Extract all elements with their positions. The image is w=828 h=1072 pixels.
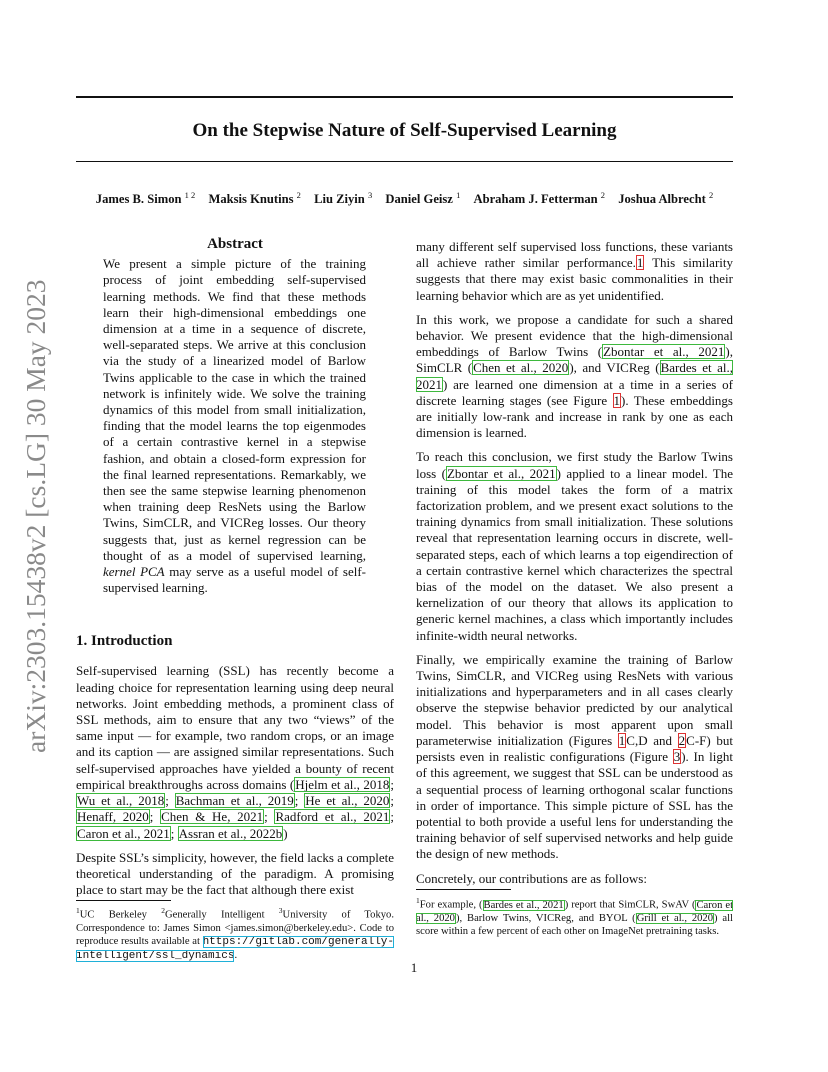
author-3: Liu Ziyin $^3$ [314, 190, 373, 207]
author-list [60, 190, 749, 207]
section-heading-introduction: 1. Introduction [76, 633, 173, 650]
citation-link[interactable]: He et al., 2020 [305, 793, 390, 809]
citation-link[interactable]: Bachman et al., 2019 [175, 793, 294, 809]
abstract-body [103, 256, 366, 596]
citation-link[interactable]: Assran et al., 2022b [178, 825, 283, 841]
author-2: Maksis Knutins $^2$ [208, 190, 301, 207]
code-repository-link[interactable]: https://gitlab.com/generally-intelligent/ssl_dynamics [76, 935, 394, 963]
intro-paragraph-2: Despite SSL’s simplicity, however, the field lacks a complete theoretical understanding of the paradigm. A promising place to start may be the fact that although there exist [76, 849, 394, 898]
citation-link[interactable]: Bardes et al., 2021 [483, 899, 564, 911]
title-rule-top [76, 96, 733, 98]
citation-link[interactable]: Zbontar et al., 2021 [446, 465, 556, 481]
author-6: Joshua Albrecht $^2$ [618, 190, 714, 207]
citation-link[interactable]: Wu et al., 2018 [77, 793, 165, 809]
footnote-1: $^1$For example, (Bardes et al., 2021) report that SimCLR, SwAV (Caron et al., 2020), Barlow Twins, VICReg, and BYOL (Grill et al., 2020) all score within a few percent of each other on ImageNet pretraining tasks. [416, 896, 734, 937]
figure-link[interactable]: 2 [678, 732, 686, 748]
arxiv-stamp: arXiv:2303.15438v2 [cs.LG] 30 May 2023 [20, 279, 51, 753]
citation-link[interactable]: Caron et al., 2021 [77, 825, 170, 841]
page-number: 1 [410, 960, 418, 975]
abstract-heading: Abstract [207, 236, 263, 252]
citation-link[interactable]: Grill et al., 2020 [636, 912, 714, 924]
footnote-link[interactable]: 1 [636, 255, 644, 271]
footnote-rule-left [76, 900, 171, 901]
citation-link[interactable]: Radford et al., 2021 [275, 809, 390, 825]
citation-link[interactable]: Chen & He, 2021 [161, 809, 264, 825]
author-4: Daniel Geisz $^1$ [385, 190, 461, 207]
citation-link[interactable]: Bardes et al., 2021 [416, 360, 733, 392]
author-5: Abraham J. Fetterman $^2$ [473, 190, 606, 207]
right-column [416, 239, 733, 895]
abstract-text: We present a simple picture of the training process of joint embedding self-supervised learning methods. We find that these methods learn their high-dimensional embeddings one dimension at a time in a sequence of discrete, well-separated steps. We arrive at this conclusion via the study of a linearized model of Barlow Twins applicable to the case in which the trained network is infinitely wide. We solve the training dynamics of this model from small initialization, finding that the model learns the top eigenmodes of a certain contrastive kernel in a stepwise fashion, and obtain a closed-form expression for the final learned representations. Remarkably, we then see the same stepwise learning phenomenon when training deep ResNets using the Barlow Twins, SimCLR, and VICReg losses. Our theory suggests that, just as kernel regression can be thought of as a model of supervised learning, [103, 256, 366, 563]
footnote-rule-right [416, 889, 511, 890]
citation-link[interactable]: Henaff, 2020 [77, 809, 149, 825]
citation-link[interactable]: Caron et al., 2020 [416, 899, 734, 924]
citation-link[interactable]: Hjelm et al., 2018 [295, 776, 390, 792]
figure-link[interactable]: 1 [613, 392, 621, 408]
author-1: James B. Simon $^{1 2}$ [95, 190, 196, 207]
affiliation-footnote: $^1$UC Berkeley $^2$Generally Intelligent $^3$University of Tokyo. Correspondence to: James Simon <james.simon@berkeley.edu>. Code to reproduce results available at https://gitlab.com/generally-intelligent/ssl_dynamics. [76, 906, 394, 963]
figure-link[interactable]: 3 [673, 749, 681, 765]
intro-paragraph-1: Self-supervised learning (SSL) has recently become a leading choice for representation learning using deep neural networks. Joint embedding methods, a prominent class of SSL methods, aim to ensure that any two “views” of the same input — for example, two random crops, or an image and its caption — are assigned similar representations. Such self-supervised approaches have yielded a bounty of recent empirical breakthroughs across domains (Hjelm et al., 2018; Wu et al., 2018; Bachman et al., 2019; He et al., 2020; Henaff, 2020; Chen & He, 2021; Radford et al., 2021; Caron et al., 2021; Assran et al., 2022b) [76, 663, 395, 841]
figure-link[interactable]: 1 [618, 732, 626, 748]
title-rule-bottom [76, 161, 733, 162]
left-column [76, 236, 394, 906]
right-paragraph-4: Finally, we empirically examine the training of Barlow Twins, SimCLR, and VICReg using ResNets with various initializations and hyperparameters and in all cases clearly observe the stepwise behavior predicted by our analytical model. This behavior is most apparent upon small parameterwise initialization (Figures 1C,D and 2C-F) but persists even in realistic configurations (Figure 3). In light of this agreement, we suggest that SSL can be understood as a sequential process of learning orthogonal scalar functions in order of importance. This simple picture of SSL has the potential to both provide a useful lens for understanding the training behavior of self supervised networks and help guide the design of new methods. [416, 651, 733, 862]
right-paragraph-2: In this work, we propose a candidate for such a shared behavior. We present evidence that the high-dimensional embeddings of Barlow Twins (Zbontar et al., 2021), SimCLR (Chen et al., 2020), and VICReg (Bardes et al., 2021) are learned one dimension at a time in a series of discrete learning stages (see Figure 1). These embeddings are initially low-rank and increase in rank by one as each dimension is learned. [416, 311, 733, 441]
citation-link[interactable]: Chen et al., 2020 [473, 360, 569, 376]
right-paragraph-5: Concretely, our contributions are as follows: [416, 870, 647, 886]
right-paragraph-1: many different self supervised loss functions, these variants all achieve rather similar performance.1 This similarity suggests that there may exist basic commonalities in their learning behavior which are as yet unidentified. [416, 239, 733, 303]
paper-title: On the Stepwise Nature of Self-Supervised Learning [192, 120, 617, 141]
right-paragraph-3: To reach this conclusion, we first study the Barlow Twins loss (Zbontar et al., 2021) applied to a linear model. The training of this model takes the form of a matrix factorization problem, and we present exact solutions to the training dynamics from small initialization. These solutions reveal that representation learning occurs in discrete, well-separated steps, each of which learns a top eigendirection of a certain contrastive kernel which characterizes the spectral bias of the model on the dataset. We also present a kernelization of our theory that allows its application to generic kernel machines, a class which importantly includes infinite-width neural networks. [416, 449, 733, 643]
citation-link[interactable]: Zbontar et al., 2021 [603, 344, 725, 360]
abstract-text-end: may serve as a useful model of self-supervised learning. [103, 564, 366, 596]
abstract-emphasis: kernel PCA [103, 564, 165, 580]
